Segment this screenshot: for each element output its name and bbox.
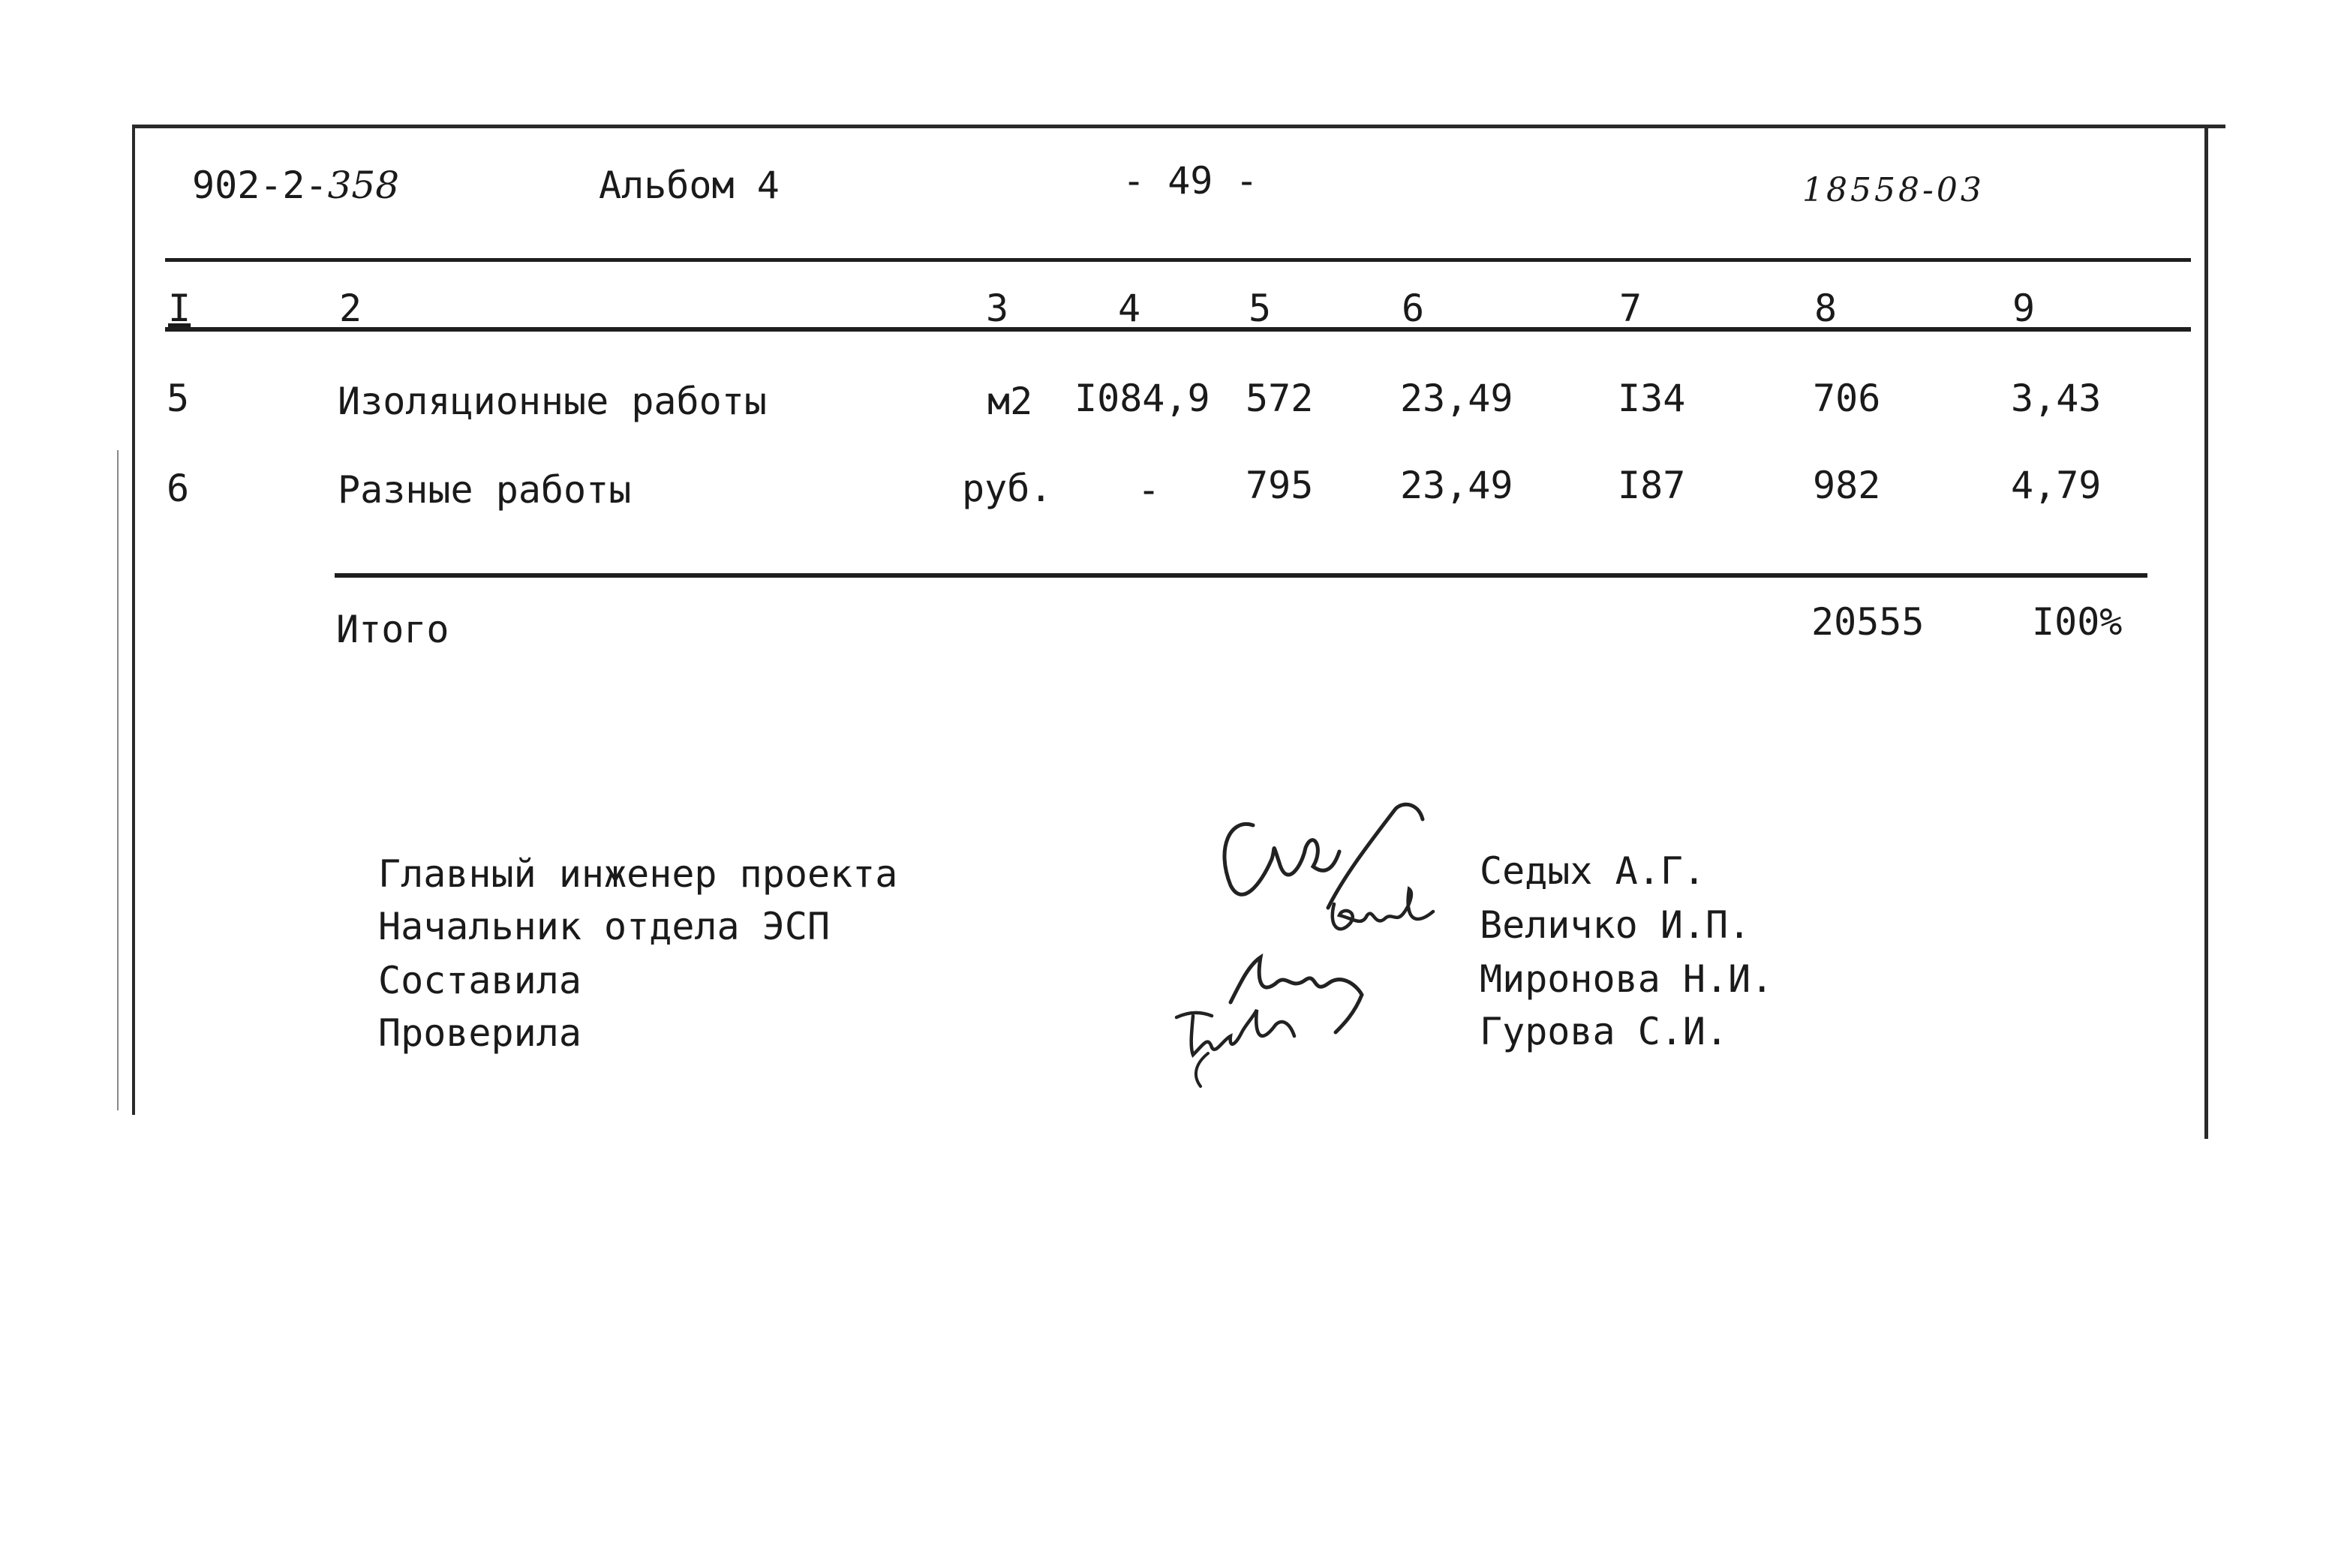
- row-6-col5: 795: [1246, 464, 1314, 507]
- role-chief-engineer: Главный инженер проекта: [378, 852, 898, 896]
- document-code-suffix: 358: [327, 164, 400, 207]
- row-5-col8: 706: [1813, 377, 1881, 420]
- row-6-col7: I87: [1618, 464, 1686, 507]
- column-header-3: 3: [986, 287, 1009, 330]
- row-6-col8: 982: [1813, 464, 1881, 507]
- total-sum: 20555: [1811, 600, 1925, 644]
- row-6-quantity: -: [1137, 468, 1161, 512]
- column-header-4: 4: [1118, 287, 1141, 330]
- row-6-unit: руб.: [962, 467, 1053, 510]
- column-header-7: 7: [1619, 287, 1642, 330]
- row-6-name: Разные работы: [338, 468, 632, 512]
- row-5-col5: 572: [1246, 377, 1314, 420]
- column-header-1: I: [168, 287, 191, 330]
- document-code-prefix: 902-2-: [192, 164, 328, 207]
- row-5-quantity: I084,9: [1074, 377, 1210, 420]
- column-header-2: 2: [339, 287, 362, 330]
- column-header-8: 8: [1814, 287, 1838, 330]
- name-checked-by: Гурова С.И.: [1480, 1010, 1729, 1053]
- page-edge-line: [117, 450, 119, 1110]
- row-6-col6: 23,49: [1400, 464, 1513, 507]
- column-header-5: 5: [1249, 287, 1272, 330]
- total-label: Итого: [336, 608, 449, 651]
- total-rule: [335, 573, 2147, 578]
- row-5-name: Изоляционные работы: [338, 380, 767, 423]
- column-header-9: 9: [2012, 287, 2036, 330]
- header-rule-top: [165, 258, 2191, 262]
- signature-checked-by: [1171, 1002, 1306, 1092]
- row-5-number: 5: [167, 377, 190, 420]
- row-5-col7: I34: [1618, 377, 1686, 420]
- total-percent: I00%: [2032, 600, 2123, 644]
- row-5-col9: 3,43: [2011, 377, 2102, 420]
- row-5-col6: 23,49: [1400, 377, 1513, 420]
- frame-top-border: [132, 125, 2225, 128]
- role-department-head: Начальник отдела ЭСП: [378, 905, 831, 948]
- inventory-number: 18558-03: [1802, 171, 1985, 209]
- frame-right-border: [2204, 126, 2208, 1139]
- page-number: - 49 -: [1122, 159, 1258, 203]
- row-5-unit: м2: [987, 380, 1033, 423]
- name-compiled-by: Миронова Н.И.: [1480, 957, 1774, 1001]
- album-label: Альбом 4: [599, 164, 780, 207]
- column-header-6: 6: [1402, 287, 1425, 330]
- role-compiled-by: Составила: [378, 959, 581, 1002]
- row-6-number: 6: [167, 467, 190, 510]
- frame-left-border: [132, 125, 135, 1115]
- document-code: [192, 164, 399, 207]
- name-chief-engineer: Седых А.Г.: [1480, 849, 1706, 893]
- signature-department-head: [1321, 885, 1441, 945]
- header-rule-bottom: [165, 327, 2191, 332]
- role-checked-by: Проверила: [378, 1011, 581, 1055]
- row-6-col9: 4,79: [2011, 464, 2102, 507]
- name-department-head: Величко И.П.: [1480, 903, 1751, 947]
